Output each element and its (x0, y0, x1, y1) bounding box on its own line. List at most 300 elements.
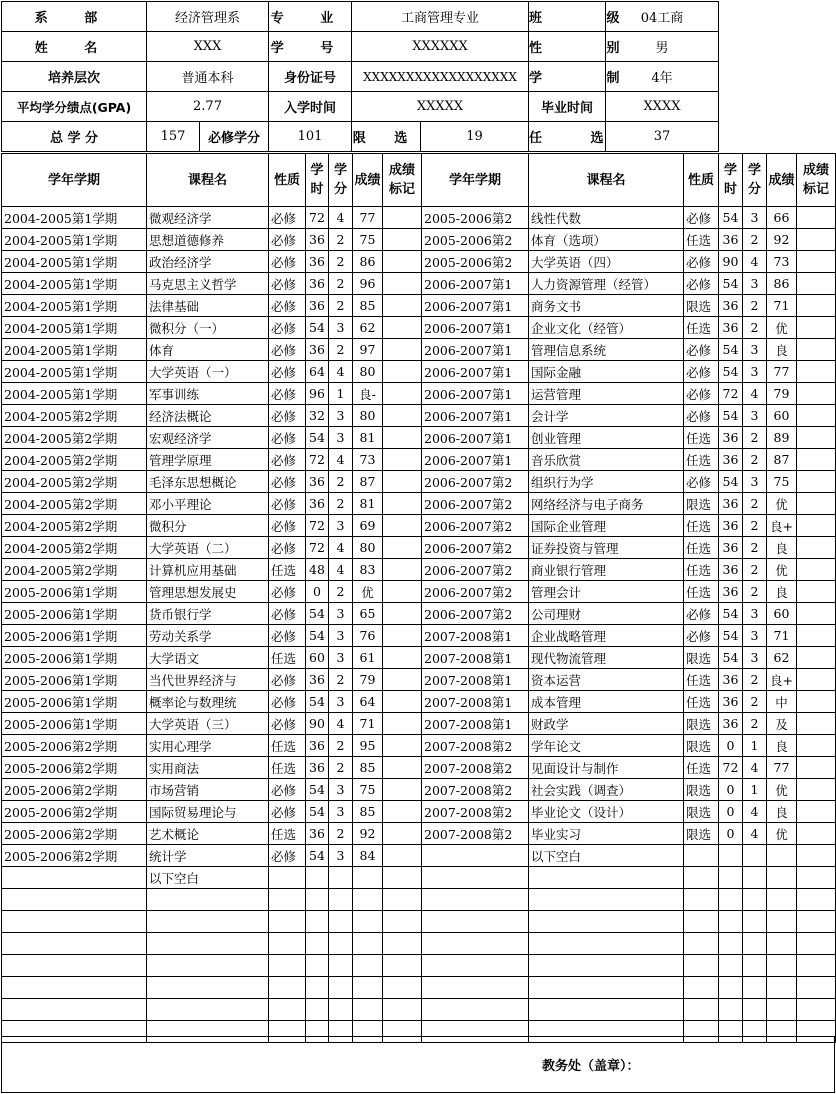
right-cell-term: 2006-2007第1 (422, 383, 529, 405)
left-cell-hours (306, 977, 329, 999)
left-cell-score: 77 (353, 207, 383, 229)
left-cell-term: 2005-2006第2学期 (2, 735, 147, 757)
table-row (2, 845, 836, 867)
right-cell-credits: 4 (743, 383, 767, 405)
gpa-label: 平均学分绩点(GPA) (2, 92, 147, 122)
right-cell-mark (797, 361, 836, 383)
right-cell-course: 人力资源管理（经管） (529, 273, 684, 295)
right-cell-credits: 2 (743, 229, 767, 251)
left-cell-mark (383, 845, 422, 867)
table-row (2, 669, 836, 691)
dept-label: 系 部 (2, 2, 147, 32)
right-cell-term: 2005-2006第2 (422, 251, 529, 273)
left-cell-hours: 54 (306, 427, 329, 449)
right-cell-mark (797, 955, 836, 977)
credits-summary-row (1, 121, 719, 152)
right-cell-score: 60 (767, 405, 797, 427)
left-cell-hours (306, 911, 329, 933)
total-credits-value: 157 (147, 122, 200, 152)
left-cell-credits: 2 (329, 823, 353, 845)
id-card-label: 身份证号 (269, 62, 352, 92)
left-cell-hours: 54 (306, 845, 329, 867)
left-cell-credits (329, 955, 353, 977)
right-cell-type: 必修 (684, 405, 719, 427)
table-row (2, 295, 836, 317)
student-id-label: 学 号 (269, 32, 352, 62)
right-cell-course: 见面设计与制作 (529, 757, 684, 779)
right-cell-mark (797, 515, 836, 537)
right-cell-mark (797, 735, 836, 757)
right-cell-course: 国际金融 (529, 361, 684, 383)
left-cell-type: 必修 (269, 317, 306, 339)
right-cell-mark (797, 273, 836, 295)
right-cell-type: 任选 (684, 449, 719, 471)
left-cell-hours: 36 (306, 273, 329, 295)
right-cell-hours: 54 (719, 625, 743, 647)
right-cell-course: 运营管理 (529, 383, 684, 405)
left-cell-course: 管理学原理 (147, 449, 269, 471)
right-cell-mark (797, 537, 836, 559)
left-cell-course: 微积分 (147, 515, 269, 537)
right-cell-course: 大学英语（四） (529, 251, 684, 273)
left-cell-course: 宏观经济学 (147, 427, 269, 449)
left-cell-term: 2004-2005第2学期 (2, 559, 147, 581)
required-credits-value: 101 (269, 122, 352, 152)
left-cell-term: 2005-2006第1学期 (2, 669, 147, 691)
right-cell-type: 必修 (684, 251, 719, 273)
left-cell-type: 必修 (269, 669, 306, 691)
name-value: XXX (147, 32, 269, 62)
left-cell-credits: 2 (329, 339, 353, 361)
table-row (2, 779, 836, 801)
right-cell-score: 87 (767, 449, 797, 471)
left-cell-credits (329, 933, 353, 955)
left-cell-credits (329, 911, 353, 933)
right-cell-mark (797, 647, 836, 669)
right-cell-course: 以下空白 (529, 845, 684, 867)
right-cell-term: 2007-2008第1 (422, 647, 529, 669)
right-cell-term: 2006-2007第1 (422, 405, 529, 427)
right-cell-mark (797, 911, 836, 933)
left-cell-hours: 36 (306, 229, 329, 251)
col-credits-2: 学分 (743, 154, 767, 207)
left-cell-hours: 72 (306, 537, 329, 559)
right-cell-type (684, 955, 719, 977)
right-cell-course: 商业银行管理 (529, 559, 684, 581)
left-cell-mark (383, 647, 422, 669)
left-cell-score (353, 955, 383, 977)
left-cell-credits: 3 (329, 515, 353, 537)
left-cell-mark (383, 229, 422, 251)
left-cell-credits: 3 (329, 317, 353, 339)
right-cell-type: 限选 (684, 493, 719, 515)
left-cell-mark (383, 537, 422, 559)
left-cell-course (147, 889, 269, 911)
right-cell-score (767, 845, 797, 867)
left-cell-course: 军事训练 (147, 383, 269, 405)
left-cell-score: 96 (353, 273, 383, 295)
right-cell-mark (797, 757, 836, 779)
left-cell-credits: 2 (329, 229, 353, 251)
right-cell-type: 任选 (684, 317, 719, 339)
left-cell-hours: 36 (306, 735, 329, 757)
left-cell-score: 83 (353, 559, 383, 581)
left-cell-mark (383, 779, 422, 801)
table-row (2, 603, 836, 625)
right-cell-type (684, 999, 719, 1021)
right-cell-mark (797, 999, 836, 1021)
grad-label: 毕业时间 (529, 92, 606, 122)
left-cell-mark (383, 735, 422, 757)
table-row (2, 229, 836, 251)
right-cell-course: 证券投资与管理 (529, 537, 684, 559)
right-cell-course: 学年论文 (529, 735, 684, 757)
left-cell-score: 73 (353, 449, 383, 471)
right-cell-type: 必修 (684, 603, 719, 625)
left-cell-term: 2004-2005第2学期 (2, 471, 147, 493)
left-cell-term: 2005-2006第1学期 (2, 581, 147, 603)
right-cell-score: 优 (767, 493, 797, 515)
right-cell-hours (719, 889, 743, 911)
left-cell-mark (383, 955, 422, 977)
header-row-4 (2, 92, 719, 122)
left-cell-term: 2005-2006第1学期 (2, 625, 147, 647)
left-cell-type: 必修 (269, 515, 306, 537)
right-cell-credits: 2 (743, 317, 767, 339)
left-cell-credits: 3 (329, 801, 353, 823)
left-cell-hours: 36 (306, 339, 329, 361)
right-cell-course (529, 977, 684, 999)
right-cell-credits: 3 (743, 207, 767, 229)
right-cell-course: 成本管理 (529, 691, 684, 713)
left-cell-term: 2004-2005第1学期 (2, 251, 147, 273)
right-cell-course (529, 999, 684, 1021)
right-cell-credits: 3 (743, 625, 767, 647)
right-cell-hours (719, 955, 743, 977)
left-cell-type: 必修 (269, 713, 306, 735)
left-cell-course: 国际贸易理论与 (147, 801, 269, 823)
header-row-3 (2, 62, 719, 92)
left-cell-type: 必修 (269, 801, 306, 823)
left-cell-type: 必修 (269, 625, 306, 647)
left-cell-credits: 2 (329, 273, 353, 295)
col-course: 课程名 (147, 154, 269, 207)
left-cell-course: 以下空白 (147, 867, 269, 889)
left-cell-hours: 36 (306, 669, 329, 691)
left-cell-score (353, 911, 383, 933)
left-cell-term (2, 977, 147, 999)
right-cell-term: 2007-2008第2 (422, 823, 529, 845)
gender-value: 男 (606, 32, 719, 62)
right-cell-course: 线性代数 (529, 207, 684, 229)
left-cell-type: 任选 (269, 823, 306, 845)
right-cell-mark (797, 471, 836, 493)
left-cell-score: 86 (353, 251, 383, 273)
duration-label: 学 制 (529, 62, 606, 92)
right-cell-term: 2007-2008第2 (422, 757, 529, 779)
gender-label: 性 别 (529, 32, 606, 62)
right-cell-term (422, 977, 529, 999)
left-cell-type: 必修 (269, 273, 306, 295)
left-cell-type: 必修 (269, 405, 306, 427)
right-cell-term: 2006-2007第1 (422, 361, 529, 383)
right-cell-course: 组织行为学 (529, 471, 684, 493)
right-cell-course: 毕业论文（设计） (529, 801, 684, 823)
right-cell-credits: 2 (743, 449, 767, 471)
right-cell-credits: 3 (743, 647, 767, 669)
left-cell-score: 85 (353, 295, 383, 317)
left-cell-course: 大学语文 (147, 647, 269, 669)
left-cell-mark (383, 449, 422, 471)
right-cell-term: 2007-2008第2 (422, 779, 529, 801)
right-cell-mark (797, 933, 836, 955)
column-header-row (2, 154, 836, 207)
right-cell-score: 92 (767, 229, 797, 251)
left-cell-term (2, 889, 147, 911)
left-cell-mark (383, 559, 422, 581)
left-cell-mark (383, 405, 422, 427)
right-cell-hours: 36 (719, 559, 743, 581)
right-cell-term (422, 955, 529, 977)
right-cell-credits: 4 (743, 801, 767, 823)
right-cell-score (767, 911, 797, 933)
left-cell-course (147, 933, 269, 955)
right-cell-hours: 0 (719, 779, 743, 801)
right-cell-credits: 4 (743, 251, 767, 273)
table-row (2, 911, 836, 933)
right-cell-hours (719, 911, 743, 933)
right-cell-score: 75 (767, 471, 797, 493)
left-cell-term: 2004-2005第1学期 (2, 339, 147, 361)
right-cell-hours: 54 (719, 273, 743, 295)
right-cell-credits: 1 (743, 735, 767, 757)
right-cell-score (767, 999, 797, 1021)
left-cell-course: 法律基础 (147, 295, 269, 317)
right-cell-type: 必修 (684, 383, 719, 405)
right-cell-score: 良+ (767, 515, 797, 537)
right-cell-term: 2007-2008第2 (422, 801, 529, 823)
left-cell-score: 优 (353, 581, 383, 603)
right-cell-hours: 36 (719, 669, 743, 691)
col-hours-2: 学时 (719, 154, 743, 207)
left-cell-hours: 54 (306, 317, 329, 339)
table-row (2, 823, 836, 845)
left-cell-course: 马克思主义哲学 (147, 273, 269, 295)
table-row (2, 471, 836, 493)
right-cell-type: 限选 (684, 823, 719, 845)
left-cell-score: 69 (353, 515, 383, 537)
left-cell-term (2, 955, 147, 977)
left-cell-term (2, 911, 147, 933)
right-cell-type: 必修 (684, 625, 719, 647)
left-cell-type: 必修 (269, 537, 306, 559)
left-cell-term: 2004-2005第2学期 (2, 515, 147, 537)
right-cell-credits: 2 (743, 691, 767, 713)
left-cell-score (353, 933, 383, 955)
limited-credits-value: 19 (421, 122, 529, 152)
col-credits: 学分 (329, 154, 353, 207)
left-cell-hours (306, 867, 329, 889)
left-cell-credits: 4 (329, 449, 353, 471)
left-cell-type: 必修 (269, 471, 306, 493)
left-cell-type: 必修 (269, 779, 306, 801)
right-cell-score: 66 (767, 207, 797, 229)
header-row-2 (2, 32, 719, 62)
major-value: 工商管理专业 (352, 2, 529, 32)
left-cell-term: 2004-2005第1学期 (2, 229, 147, 251)
right-cell-type: 必修 (684, 361, 719, 383)
right-cell-hours: 54 (719, 471, 743, 493)
right-cell-hours (719, 867, 743, 889)
left-cell-hours: 60 (306, 647, 329, 669)
left-cell-mark (383, 867, 422, 889)
right-cell-credits (743, 845, 767, 867)
left-cell-mark (383, 339, 422, 361)
left-cell-mark (383, 823, 422, 845)
left-cell-credits: 3 (329, 427, 353, 449)
left-cell-hours (306, 999, 329, 1021)
left-cell-hours: 54 (306, 603, 329, 625)
col-type-2: 性质 (684, 154, 719, 207)
left-cell-score (353, 999, 383, 1021)
right-cell-credits: 2 (743, 493, 767, 515)
left-cell-type: 必修 (269, 581, 306, 603)
right-cell-hours: 36 (719, 493, 743, 515)
right-cell-type (684, 845, 719, 867)
left-cell-type: 必修 (269, 251, 306, 273)
left-cell-type: 必修 (269, 603, 306, 625)
left-cell-type: 必修 (269, 339, 306, 361)
left-cell-credits: 1 (329, 383, 353, 405)
left-cell-term: 2005-2006第2学期 (2, 779, 147, 801)
left-cell-course (147, 911, 269, 933)
left-cell-credits: 2 (329, 581, 353, 603)
table-row (2, 317, 836, 339)
left-cell-score (353, 889, 383, 911)
right-cell-score: 71 (767, 295, 797, 317)
stamp-row (1, 1036, 835, 1093)
left-cell-score: 64 (353, 691, 383, 713)
right-cell-score: 60 (767, 603, 797, 625)
right-cell-term: 2007-2008第1 (422, 669, 529, 691)
right-cell-mark (797, 977, 836, 999)
col-mark-2: 成绩标记 (797, 154, 836, 207)
left-cell-score: 84 (353, 845, 383, 867)
elective-credits-label: 任 选 (529, 122, 606, 152)
right-cell-score: 良 (767, 537, 797, 559)
left-cell-mark (383, 999, 422, 1021)
right-cell-score: 79 (767, 383, 797, 405)
left-cell-type: 必修 (269, 383, 306, 405)
duration-value: 4年 (606, 62, 719, 92)
right-cell-term: 2006-2007第2 (422, 581, 529, 603)
right-cell-score: 优 (767, 317, 797, 339)
right-cell-term: 2006-2007第1 (422, 317, 529, 339)
right-cell-type: 任选 (684, 537, 719, 559)
table-row (2, 735, 836, 757)
left-cell-score: 80 (353, 405, 383, 427)
left-cell-course: 概率论与数理统 (147, 691, 269, 713)
table-row (2, 405, 836, 427)
right-cell-term (422, 933, 529, 955)
right-cell-type (684, 911, 719, 933)
left-cell-type: 任选 (269, 757, 306, 779)
left-cell-term: 2004-2005第1学期 (2, 273, 147, 295)
table-row (2, 251, 836, 273)
right-cell-course: 创业管理 (529, 427, 684, 449)
right-cell-type (684, 889, 719, 911)
left-cell-credits: 2 (329, 735, 353, 757)
right-cell-course (529, 889, 684, 911)
right-cell-hours: 54 (719, 339, 743, 361)
table-row (2, 537, 836, 559)
left-cell-course: 计算机应用基础 (147, 559, 269, 581)
dept-value: 经济管理系 (147, 2, 269, 32)
left-cell-mark (383, 273, 422, 295)
right-cell-hours (719, 977, 743, 999)
left-cell-score: 95 (353, 735, 383, 757)
limited-credits-label: 限 选 (352, 122, 421, 152)
right-cell-course: 体育（选项） (529, 229, 684, 251)
left-cell-score (353, 977, 383, 999)
left-cell-score: 81 (353, 493, 383, 515)
right-cell-term: 2006-2007第1 (422, 449, 529, 471)
left-cell-credits: 4 (329, 713, 353, 735)
right-cell-type: 限选 (684, 779, 719, 801)
level-value: 普通本科 (147, 62, 269, 92)
table-row (2, 515, 836, 537)
right-cell-type: 必修 (684, 471, 719, 493)
right-cell-hours: 54 (719, 361, 743, 383)
right-cell-hours: 54 (719, 207, 743, 229)
left-cell-term (2, 933, 147, 955)
left-cell-score: 85 (353, 757, 383, 779)
right-cell-type: 限选 (684, 735, 719, 757)
left-cell-mark (383, 251, 422, 273)
left-cell-course: 管理思想发展史 (147, 581, 269, 603)
right-cell-course: 财政学 (529, 713, 684, 735)
left-cell-credits: 3 (329, 603, 353, 625)
left-cell-term: 2005-2006第2学期 (2, 845, 147, 867)
left-cell-course: 劳动关系学 (147, 625, 269, 647)
right-cell-credits (743, 955, 767, 977)
right-cell-mark (797, 427, 836, 449)
right-cell-course (529, 911, 684, 933)
left-cell-score: 92 (353, 823, 383, 845)
right-cell-term: 2006-2007第1 (422, 273, 529, 295)
table-row (2, 273, 836, 295)
left-cell-credits: 2 (329, 669, 353, 691)
left-cell-course: 实用商法 (147, 757, 269, 779)
right-cell-type: 任选 (684, 427, 719, 449)
right-cell-credits: 4 (743, 757, 767, 779)
col-term-2: 学年学期 (422, 154, 529, 207)
left-cell-score: 97 (353, 339, 383, 361)
right-cell-score: 良 (767, 581, 797, 603)
table-row (2, 581, 836, 603)
left-cell-type: 必修 (269, 845, 306, 867)
right-cell-credits: 1 (743, 779, 767, 801)
table-row (2, 713, 836, 735)
left-cell-credits: 2 (329, 251, 353, 273)
right-cell-score: 优 (767, 823, 797, 845)
right-cell-type: 必修 (684, 339, 719, 361)
left-cell-mark (383, 669, 422, 691)
right-cell-hours: 0 (719, 823, 743, 845)
left-cell-course: 邓小平理论 (147, 493, 269, 515)
right-cell-term: 2007-2008第1 (422, 625, 529, 647)
right-cell-score: 89 (767, 427, 797, 449)
